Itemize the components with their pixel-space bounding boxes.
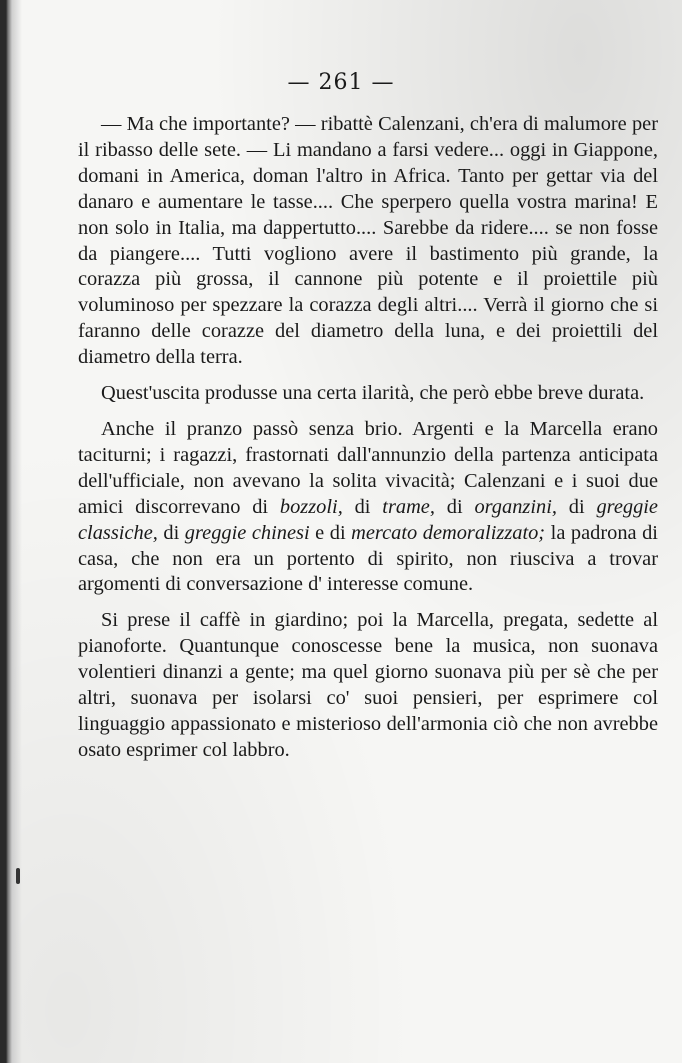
paragraph-3-text: di	[342, 495, 383, 518]
italic-term: greggie chinesi	[184, 521, 310, 544]
paragraph-3-text: e di	[309, 521, 352, 544]
paragraph-3-text: la padrona di casa, che non era un portento di spirito, non riusciva a trovar argomenti di conversazione d' interesse comune.	[78, 521, 658, 596]
italic-term: mercato demoralizzato;	[351, 521, 546, 544]
paragraph-3-text: di	[556, 495, 597, 518]
paragraph-4	[78, 608, 658, 763]
paragraph-3	[78, 417, 658, 598]
paragraph-3-text: di	[434, 495, 475, 518]
book-spine-shadow	[0, 0, 22, 1063]
italic-term: greggie classiche,	[78, 495, 658, 544]
paragraph-2	[78, 381, 658, 407]
spine-mark	[16, 868, 20, 884]
paragraph-4-text: Si prese il caffè in giardino; poi la Marcella, pregata, sedette al pianoforte. Quantunque conoscesse bene la musica, non suonava volentieri dinanzi a gente; ma quel giorno suonava più per sè che per altri, suonava per isolarsi co' suoi pensieri, per esprimere col linguaggio appassionato e misterioso dell'armonia ciò che non avrebbe osato esprimer col labbro.	[78, 609, 658, 761]
italic-term: trame,	[382, 495, 435, 518]
paragraph-3-text: di	[157, 521, 185, 544]
italic-term: bozzoli,	[279, 495, 343, 518]
paragraph-1-text: — Ma che importante? — ribattè Calenzani, ch'era di malumore per il ribasso delle sete. — Li mandano a farsi vedere... oggi in Giappone, domani in America, doman l'altro in Africa. Tanto per gettar via del danaro e aumentare le tasse.... Che sperpero quella vostra marina! E non solo in Italia, ma dappertutto.... Sarebbe da ridere.... se non fosse da piangere.... Tutti vogliono avere il bastimento più grande, la corazza più grossa, il cannone più potente e il proiettile più voluminoso per spezzare la corazza degli altri.... Verrà il giorno che si faranno delle corazze del diametro della luna, e dei proiettili del diametro della terra.	[78, 113, 658, 369]
italic-term: organzini,	[474, 495, 557, 518]
body-text	[78, 112, 658, 764]
paragraph-1	[78, 112, 658, 371]
paragraph-3-text: Anche il pranzo passò senza brio. Argenti e la Marcella erano taciturni; i ragazzi, frastornati dall'annunzio della partenza anticipata dell'ufficiale, non avevano la solita vivacità; Calenzani e i suoi due amici discorrevano di	[78, 417, 658, 518]
page-number-header: — 261 —	[287, 70, 395, 95]
paragraph-2-text: Quest'uscita produsse una certa ilarità, che però ebbe breve durata.	[101, 382, 645, 405]
